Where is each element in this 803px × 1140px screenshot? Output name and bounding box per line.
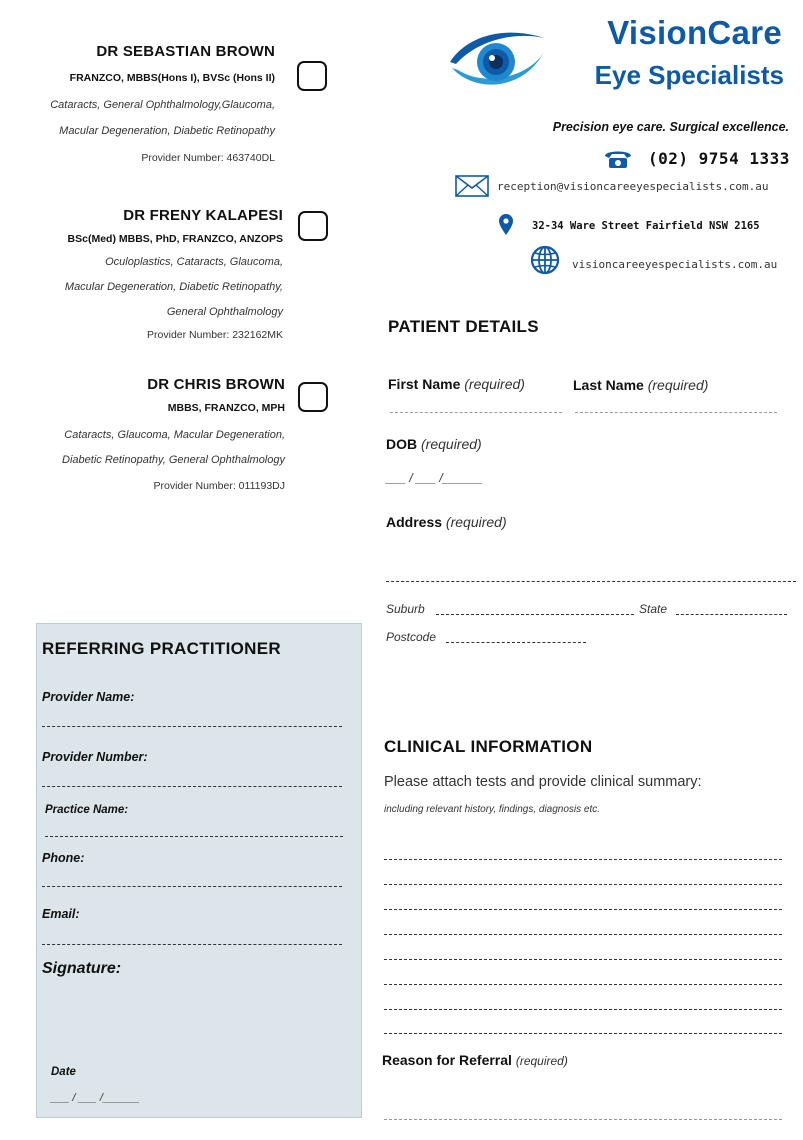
globe-icon [530,245,560,275]
location-pin-icon [498,214,514,236]
doctor-2-specialty-line: Oculoplastics, Cataracts, Glaucoma, [105,256,283,268]
clinical-summary-line[interactable] [384,959,782,960]
address-label: Address (required) [386,514,507,530]
doctor-3-specialty-line: Diabetic Retinopathy, General Ophthalmology [62,454,285,466]
email-field[interactable] [42,944,342,945]
email-address[interactable]: reception@visioncareeyespecialists.com.au [497,180,769,193]
date-label: Date [51,1066,76,1078]
reason-for-referral-label: Reason for Referral (required) [382,1052,568,1068]
postcode-field[interactable] [446,642,586,643]
eye-logo-icon [446,24,548,90]
clinical-summary-line[interactable] [384,1009,782,1010]
suburb-field[interactable] [436,614,634,615]
provider-name-field[interactable] [42,726,342,727]
doctor-1-specialty-line: Cataracts, General Ophthalmology,Glaucoma, [50,99,275,111]
phone-icon [603,148,633,170]
last-name-field[interactable] [575,412,777,413]
phone-field[interactable] [42,886,342,887]
doctor-2-specialty-line: General Ophthalmology [166,306,283,318]
practice-name-field[interactable] [45,836,343,837]
clinical-summary-line[interactable] [384,934,782,935]
patient-details-title: PATIENT DETAILS [388,317,539,336]
dob-label: DOB (required) [386,436,482,452]
clinical-summary-line[interactable] [384,884,782,885]
provider-number-label: Provider Number: [42,750,148,764]
practice-name-label: Practice Name: [45,804,129,816]
signature-field[interactable] [42,985,342,1055]
clinical-summary-line[interactable] [384,1033,782,1034]
phone-number: (02) 9754 1333 [648,149,790,168]
street-address: 32-34 Ware Street Fairfield NSW 2165 [532,220,760,232]
postcode-label: Postcode [386,630,437,644]
state-label: State [639,602,668,616]
doctor-2-provider-number: Provider Number: 232162MK [147,329,283,341]
doctor-1-quals: FRANZCO, MBBS(Hons I), BVSc (Hons II) [69,72,275,84]
doctor-1-name: DR SEBASTIAN BROWN [96,43,275,60]
suburb-label: Suburb [386,602,425,616]
doctor-1-specialty-line: Macular Degeneration, Diabetic Retinopathy [59,125,275,137]
brand-tagline: Precision eye care. Surgical excellence. [552,120,789,134]
website-url[interactable]: visioncareeyespecialists.com.au [572,258,778,271]
signature-label: Signature: [42,960,122,977]
address-field[interactable] [386,581,796,582]
first-name-label: First Name (required) [388,376,525,392]
doctor-3-checkbox[interactable] [298,382,328,412]
email-icon [455,175,489,197]
clinical-summary-line[interactable] [384,909,782,910]
email-label: Email: [42,907,80,921]
doctor-2-specialty-line: Macular Degeneration, Diabetic Retinopathy, [64,281,283,293]
doctor-3-name: DR CHRIS BROWN [147,376,285,393]
doctor-2-checkbox[interactable] [298,211,328,241]
doctor-3-quals: MBBS, FRANZCO, MPH [167,402,285,414]
reason-for-referral-field[interactable] [384,1119,782,1120]
state-field[interactable] [676,614,787,615]
clinical-summary-line[interactable] [384,984,782,985]
clinical-summary-line[interactable] [384,859,782,860]
clinical-hint: including relevant history, findings, diagnosis etc. [384,804,601,815]
doctor-2-name: DR FRENY KALAPESI [123,207,283,224]
referring-practitioner-title: REFERRING PRACTITIONER [42,639,281,658]
provider-number-field[interactable] [42,786,342,787]
brand-name-line2: Eye Specialists [594,60,784,90]
doctor-1-provider-number: Provider Number: 463740DL [141,152,275,164]
doctor-3-provider-number: Provider Number: 011193DJ [153,480,285,492]
clinical-instruction: Please attach tests and provide clinical summary: [384,774,702,790]
date-field[interactable]: ___ / ___ /______ [51,1092,140,1104]
provider-name-label: Provider Name: [42,690,135,704]
doctor-2-quals: BSc(Med) MBBS, PhD, FRANZCO, ANZOPS [67,233,283,245]
phone-label: Phone: [42,851,85,865]
brand-name-line1: VisionCare [607,14,782,51]
dob-field[interactable]: ___ / ___ /______ [386,471,483,485]
clinical-information-title: CLINICAL INFORMATION [384,737,593,756]
first-name-field[interactable] [390,412,562,413]
doctor-3-specialty-line: Cataracts, Glaucoma, Macular Degeneration, [64,429,285,441]
doctor-1-checkbox[interactable] [297,61,327,91]
last-name-label: Last Name (required) [573,377,709,393]
